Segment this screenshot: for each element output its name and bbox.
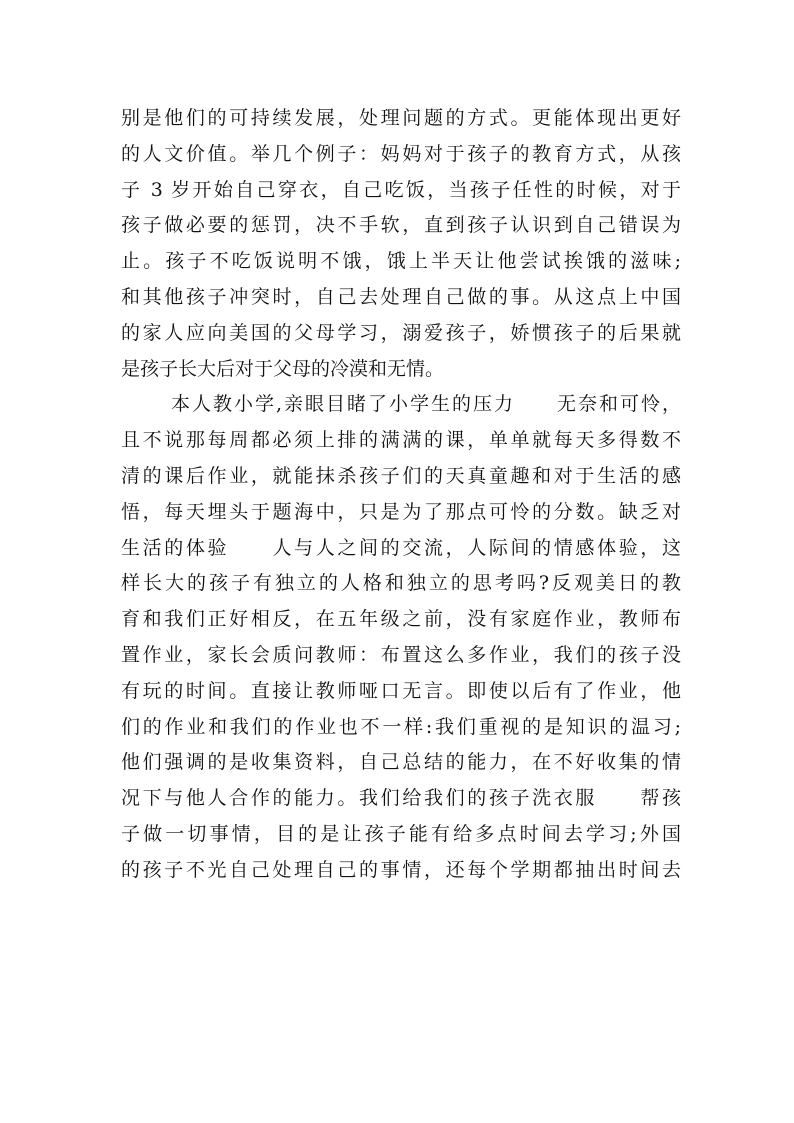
text-line: 本人教小学,亲眼目睹了小学生的压力 无奈和可怜， — [171, 393, 681, 416]
text-line: 置作业，家长会质问教师：布置这么多作业，我们的孩子没 — [121, 643, 681, 666]
text-line: 育和我们正好相反，在五年级之前，没有家庭作业，教师布 — [121, 608, 681, 631]
text-line: 他们强调的是收集资料，自己总结的能力，在不好收集的情 — [121, 751, 681, 774]
text-line: 况下与他人合作的能力。我们给我们的孩子洗衣服 帮孩 — [121, 787, 681, 810]
text-line: 子做一切事情，目的是让孩子能有给多点时间去学习;外国 — [121, 822, 681, 845]
document-body-text — [121, 101, 681, 889]
text-line: 且不说那每周都必须上排的满满的课，单单就每天多得数不 — [121, 429, 681, 452]
text-line: 子 3 岁开始自己穿衣，自己吃饭，当孩子任性的时候，对于 — [121, 178, 681, 201]
text-line: 的孩子不光自己处理自己的事情，还每个学期都抽出时间去 — [121, 858, 681, 881]
text-line: 是孩子长大后对于父母的冷漠和无情。 — [121, 357, 445, 380]
text-line: 的人文价值。举几个例子：妈妈对于孩子的教育方式，从孩 — [121, 142, 681, 165]
text-line: 有玩的时间。直接让教师哑口无言。即使以后有了作业，他 — [121, 679, 681, 702]
text-line: 别是他们的可持续发展，处理问题的方式。更能体现出更好 — [121, 107, 681, 129]
text-line: 生活的体验 人与人之间的交流，人际间的情感体验，这 — [121, 536, 681, 559]
text-line: 样长大的孩子有独立的人格和独立的思考吗?反观美日的教 — [121, 572, 681, 595]
text-line: 清的课后作业，就能抹杀孩子们的天真童趣和对于生活的感 — [121, 464, 681, 487]
text-line: 们的作业和我们的作业也不一样:我们重视的是知识的温习; — [121, 715, 681, 738]
text-line: 和其他孩子冲突时，自己去处理自己做的事。从这点上中国 — [121, 285, 681, 308]
text-line: 的家人应向美国的父母学习，溺爱孩子，娇惯孩子的后果就 — [121, 321, 681, 344]
text-line: 止。孩子不吃饭说明不饿，饿上半天让他尝试挨饿的滋味; — [121, 250, 681, 273]
text-line: 悟，每天埋头于题海中，只是为了那点可怜的分数。缺乏对 — [121, 500, 681, 523]
text-line: 孩子做必要的惩罚，决不手软，直到孩子认识到自己错误为 — [121, 214, 681, 237]
